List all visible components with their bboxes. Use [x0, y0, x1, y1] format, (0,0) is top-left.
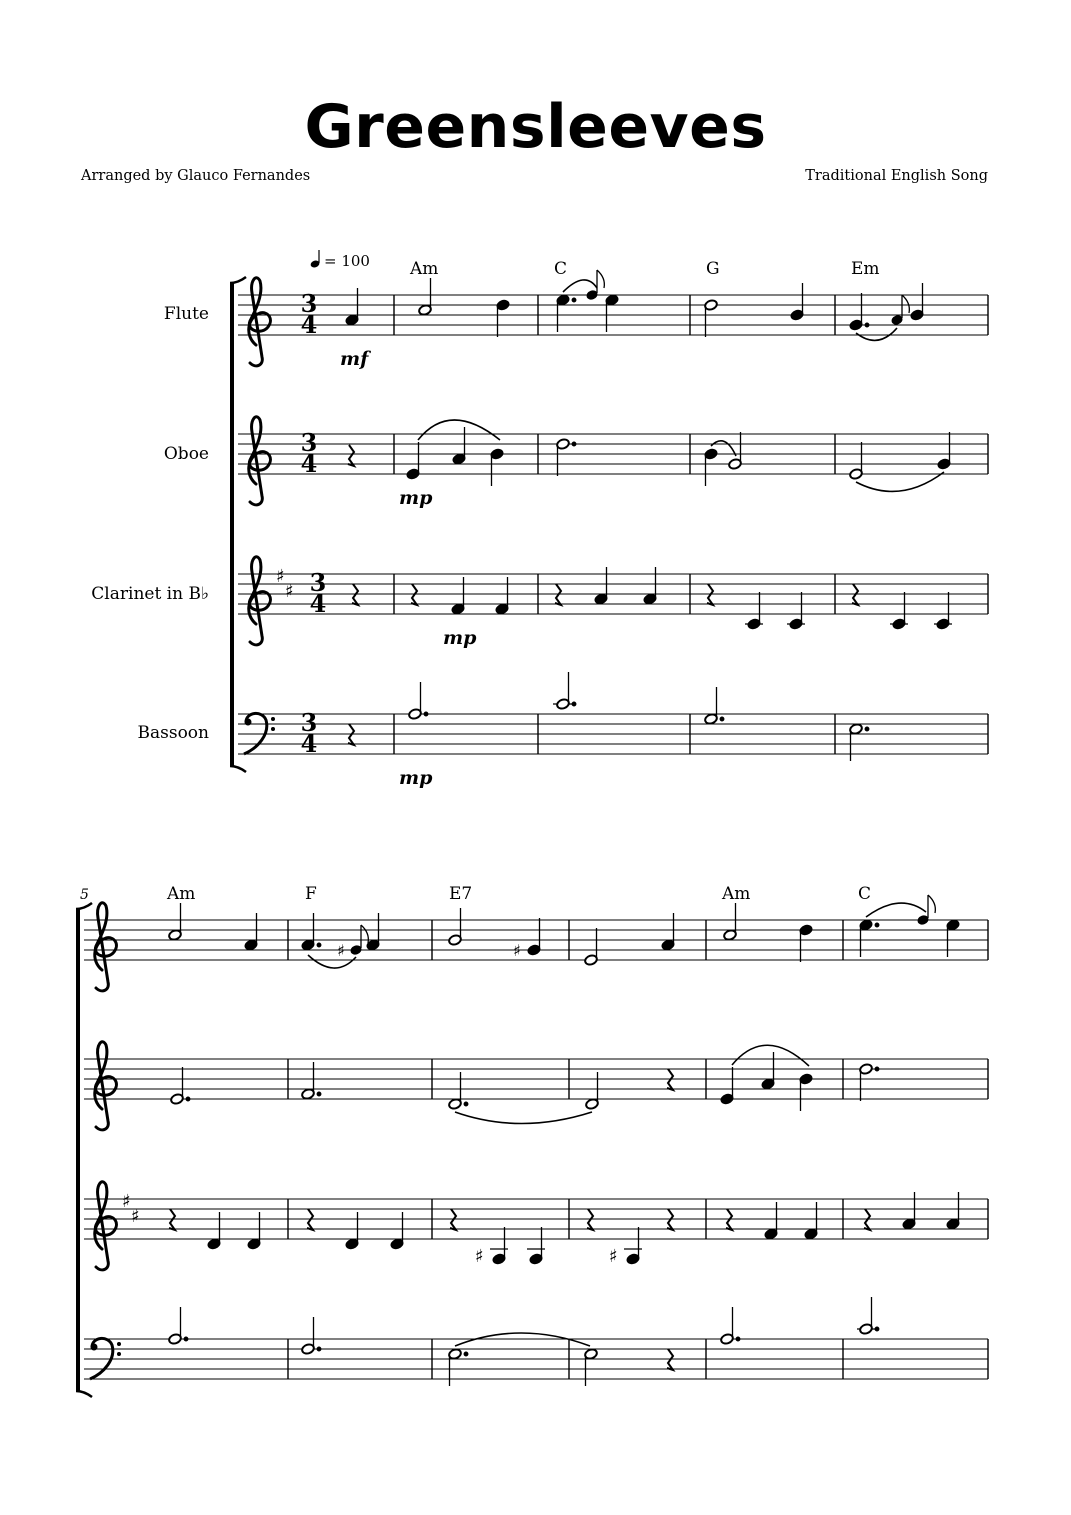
treble-clef-icon [95, 903, 117, 991]
quarter-rest-icon [348, 445, 354, 466]
staff-bassoon [84, 1339, 988, 1379]
chord-symbol: E7 [449, 884, 473, 904]
svg-text:3: 3 [309, 568, 327, 597]
staff-bassoon [238, 714, 988, 754]
chord-symbol: Am [722, 884, 751, 904]
sharp-icon: ♯ [285, 581, 294, 602]
treble-clef-icon [95, 1182, 117, 1270]
sharp-icon: ♯ [131, 1206, 140, 1227]
staff-oboe [84, 1059, 988, 1099]
composer-credit: Traditional English Song [805, 168, 988, 184]
instrument-label-flute: Flute [163, 304, 209, 324]
chord-symbol: C [554, 259, 568, 279]
clarinet-notes [352, 567, 952, 630]
dynamic-marking: mf [340, 348, 369, 370]
svg-text:♯: ♯ [475, 1246, 484, 1267]
dynamic-marking: mp [399, 487, 433, 509]
dynamic-marking: mp [399, 767, 433, 789]
treble-clef-icon [249, 417, 271, 505]
chord-symbol: C [858, 884, 872, 904]
system-1 [91, 250, 988, 789]
flute-notes [168, 895, 960, 968]
treble-clef-icon [249, 278, 271, 366]
barlines [394, 295, 988, 754]
chord-symbol: F [305, 884, 317, 904]
arranger-credit: Arranged by Glauco Fernandes [81, 168, 311, 184]
chord-symbol: Am [167, 884, 196, 904]
treble-clef-icon [95, 1042, 117, 1130]
instrument-label-oboe: Oboe [163, 444, 209, 464]
bassoon-notes [348, 672, 869, 761]
svg-text:3: 3 [300, 289, 318, 318]
svg-text:♯: ♯ [513, 941, 521, 960]
sharp-icon: ♯ [122, 1191, 131, 1212]
sharp-icon: ♯ [276, 566, 285, 587]
system-2 [76, 884, 988, 1397]
svg-text:4: 4 [309, 589, 327, 618]
svg-text:3: 3 [300, 428, 318, 457]
chord-symbol: G [706, 259, 720, 279]
oboe-notes [348, 420, 951, 491]
score-title: Greensleeves [304, 92, 767, 162]
tempo-mark: = 100 [324, 252, 370, 270]
instrument-label-bassoon: Bassoon [137, 723, 209, 743]
measure-number: 5 [80, 887, 89, 903]
staff-oboe [238, 434, 988, 474]
bassoon-notes [168, 1297, 879, 1386]
chord-symbol: Am [410, 259, 439, 279]
instrument-label-clarinet: Clarinet in B♭ [91, 584, 209, 604]
barlines [288, 920, 988, 1379]
chord-symbol: Em [851, 259, 880, 279]
dynamic-marking: mp [443, 627, 477, 649]
treble-clef-icon [249, 557, 271, 645]
time-signature [301, 289, 327, 758]
staff-clarinet [238, 574, 988, 614]
svg-text:3: 3 [300, 708, 318, 737]
svg-text:♯: ♯ [609, 1246, 618, 1267]
oboe-notes [170, 1045, 879, 1123]
svg-text:4: 4 [300, 449, 318, 478]
svg-text:♯: ♯ [337, 941, 345, 960]
svg-text:4: 4 [300, 729, 318, 758]
svg-text:4: 4 [300, 310, 318, 339]
